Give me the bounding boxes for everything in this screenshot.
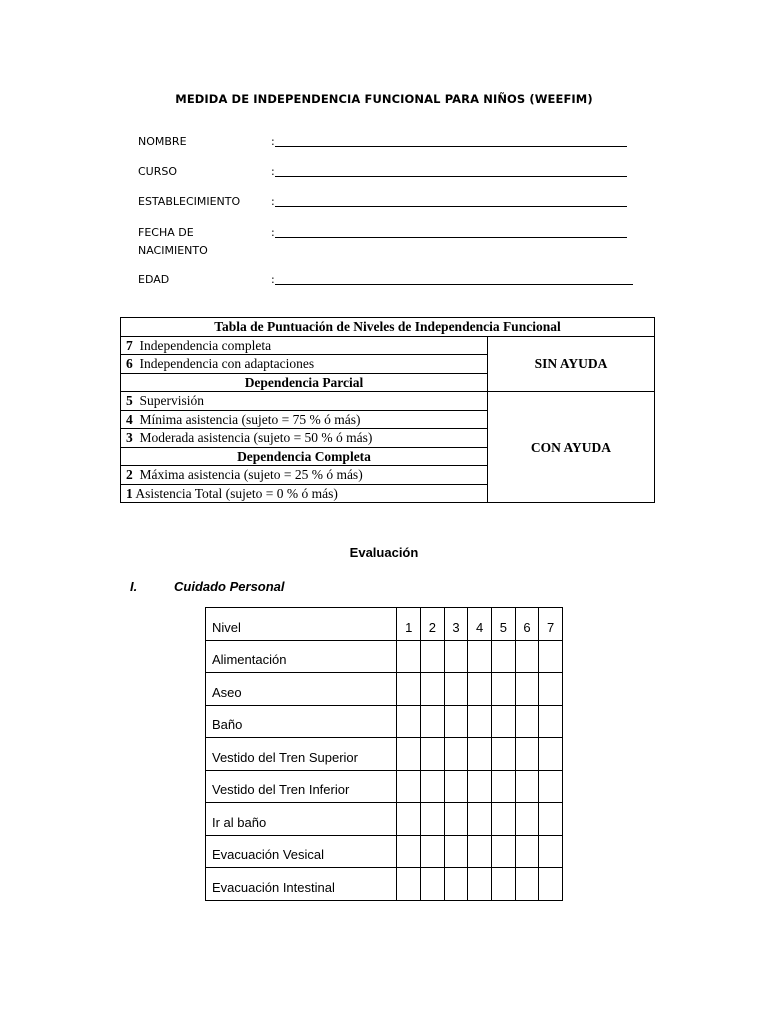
score-cell[interactable]	[491, 835, 515, 868]
score-cell[interactable]	[421, 868, 445, 901]
score-cell[interactable]	[491, 803, 515, 836]
section-title: Cuidado Personal	[174, 579, 285, 594]
score-cell[interactable]	[444, 803, 468, 836]
score-cell[interactable]	[491, 705, 515, 738]
item-label: Vestido del Tren Inferior	[206, 770, 397, 803]
item-label: Evacuación Vesical	[206, 835, 397, 868]
score-cell[interactable]	[515, 803, 539, 836]
score-cell[interactable]	[421, 673, 445, 706]
evaluation-row	[206, 868, 563, 901]
score-cell[interactable]	[539, 640, 563, 673]
field-underline[interactable]	[275, 146, 627, 147]
score-cell[interactable]	[539, 673, 563, 706]
level-header-5: 5	[491, 608, 515, 641]
score-cell[interactable]	[444, 640, 468, 673]
score-table-title-row	[121, 318, 655, 337]
field-underline[interactable]	[275, 206, 627, 207]
score-cell[interactable]	[397, 673, 421, 706]
score-cell[interactable]	[421, 803, 445, 836]
field-label: CURSO	[138, 165, 178, 178]
score-row	[121, 392, 655, 411]
field-underline[interactable]	[275, 176, 627, 177]
evaluation-table	[205, 607, 563, 901]
score-cell[interactable]	[539, 705, 563, 738]
item-label: Evacuación Intestinal	[206, 868, 397, 901]
evaluation-heading: Evaluación	[349, 545, 419, 560]
field-underline[interactable]	[275, 284, 633, 285]
field-colon: :	[271, 135, 275, 148]
score-cell[interactable]	[444, 673, 468, 706]
score-cell[interactable]	[515, 705, 539, 738]
evaluation-row	[206, 640, 563, 673]
score-cell[interactable]	[421, 770, 445, 803]
field-label: FECHA DE NACIMIENTO	[138, 226, 208, 257]
field-label: EDAD	[138, 273, 170, 286]
score-cell[interactable]	[491, 868, 515, 901]
score-cell[interactable]	[491, 673, 515, 706]
evaluation-row	[206, 803, 563, 836]
score-cell[interactable]	[468, 673, 492, 706]
field-colon: :	[271, 195, 275, 208]
score-cell[interactable]	[515, 640, 539, 673]
evaluation-header-row	[206, 608, 563, 641]
field-colon: :	[271, 226, 275, 239]
score-cell[interactable]	[468, 640, 492, 673]
score-cell[interactable]	[491, 738, 515, 771]
item-label: Baño	[206, 705, 397, 738]
field-label: NOMBRE	[138, 135, 187, 148]
score-table-title: Tabla de Puntuación de Niveles de Independencia Funcional	[121, 318, 655, 337]
level-header-2: 2	[421, 608, 445, 641]
score-group-header: Dependencia Completa	[121, 447, 488, 466]
score-cell[interactable]	[539, 803, 563, 836]
score-group-header: Dependencia Parcial	[121, 373, 488, 392]
score-cell[interactable]	[515, 673, 539, 706]
score-cell[interactable]	[515, 835, 539, 868]
score-cell[interactable]	[468, 835, 492, 868]
score-cell[interactable]	[444, 770, 468, 803]
level-header-1: 1	[397, 608, 421, 641]
score-row	[121, 336, 655, 355]
item-label: Aseo	[206, 673, 397, 706]
score-cell[interactable]	[421, 705, 445, 738]
score-label: 7 Independencia completa	[121, 336, 488, 355]
score-cell[interactable]	[397, 738, 421, 771]
field-underline[interactable]	[275, 237, 627, 238]
score-cell[interactable]	[468, 770, 492, 803]
score-table	[120, 317, 655, 503]
score-label: 4 Mínima asistencia (sujeto = 75 % ó más)	[121, 410, 488, 429]
score-cell[interactable]	[397, 835, 421, 868]
score-cell[interactable]	[421, 835, 445, 868]
item-label: Vestido del Tren Superior	[206, 738, 397, 771]
score-cell[interactable]	[397, 803, 421, 836]
score-cell[interactable]	[444, 868, 468, 901]
score-cell[interactable]	[491, 770, 515, 803]
item-label: Alimentación	[206, 640, 397, 673]
score-label: 2 Máxima asistencia (sujeto = 25 % ó más)	[121, 466, 488, 485]
score-cell[interactable]	[539, 868, 563, 901]
score-cell[interactable]	[468, 738, 492, 771]
sin-ayuda-cell: SIN AYUDA	[488, 336, 655, 392]
score-cell[interactable]	[539, 738, 563, 771]
score-cell[interactable]	[539, 770, 563, 803]
level-header-3: 3	[444, 608, 468, 641]
score-cell[interactable]	[444, 738, 468, 771]
level-header-7: 7	[539, 608, 563, 641]
evaluation-row	[206, 738, 563, 771]
level-header-6: 6	[515, 608, 539, 641]
score-label: 6 Independencia con adaptaciones	[121, 355, 488, 374]
level-header-label: Nivel	[206, 608, 397, 641]
score-cell[interactable]	[397, 868, 421, 901]
score-cell[interactable]	[421, 640, 445, 673]
score-cell[interactable]	[444, 835, 468, 868]
score-label: 1 Asistencia Total (sujeto = 0 % ó más)	[121, 484, 488, 503]
score-cell[interactable]	[515, 738, 539, 771]
con-ayuda-cell: CON AYUDA	[488, 392, 655, 503]
evaluation-row	[206, 673, 563, 706]
evaluation-row	[206, 705, 563, 738]
section-number: I.	[130, 579, 138, 594]
evaluation-row	[206, 835, 563, 868]
score-label: 5 Supervisión	[121, 392, 488, 411]
score-cell[interactable]	[491, 640, 515, 673]
score-cell[interactable]	[397, 770, 421, 803]
score-cell[interactable]	[515, 770, 539, 803]
evaluation-row	[206, 770, 563, 803]
document-title: MEDIDA DE INDEPENDENCIA FUNCIONAL PARA NIÑOS (WEEFIM)	[175, 92, 593, 106]
score-cell[interactable]	[421, 738, 445, 771]
score-cell[interactable]	[468, 705, 492, 738]
score-cell[interactable]	[468, 803, 492, 836]
field-label: ESTABLECIMIENTO	[138, 195, 241, 208]
score-cell[interactable]	[515, 868, 539, 901]
level-header-4: 4	[468, 608, 492, 641]
field-colon: :	[271, 273, 275, 286]
score-cell[interactable]	[444, 705, 468, 738]
score-cell[interactable]	[539, 835, 563, 868]
score-cell[interactable]	[468, 868, 492, 901]
score-cell[interactable]	[397, 640, 421, 673]
score-label: 3 Moderada asistencia (sujeto = 50 % ó más)	[121, 429, 488, 448]
field-colon: :	[271, 165, 275, 178]
score-cell[interactable]	[397, 705, 421, 738]
item-label: Ir al baño	[206, 803, 397, 836]
